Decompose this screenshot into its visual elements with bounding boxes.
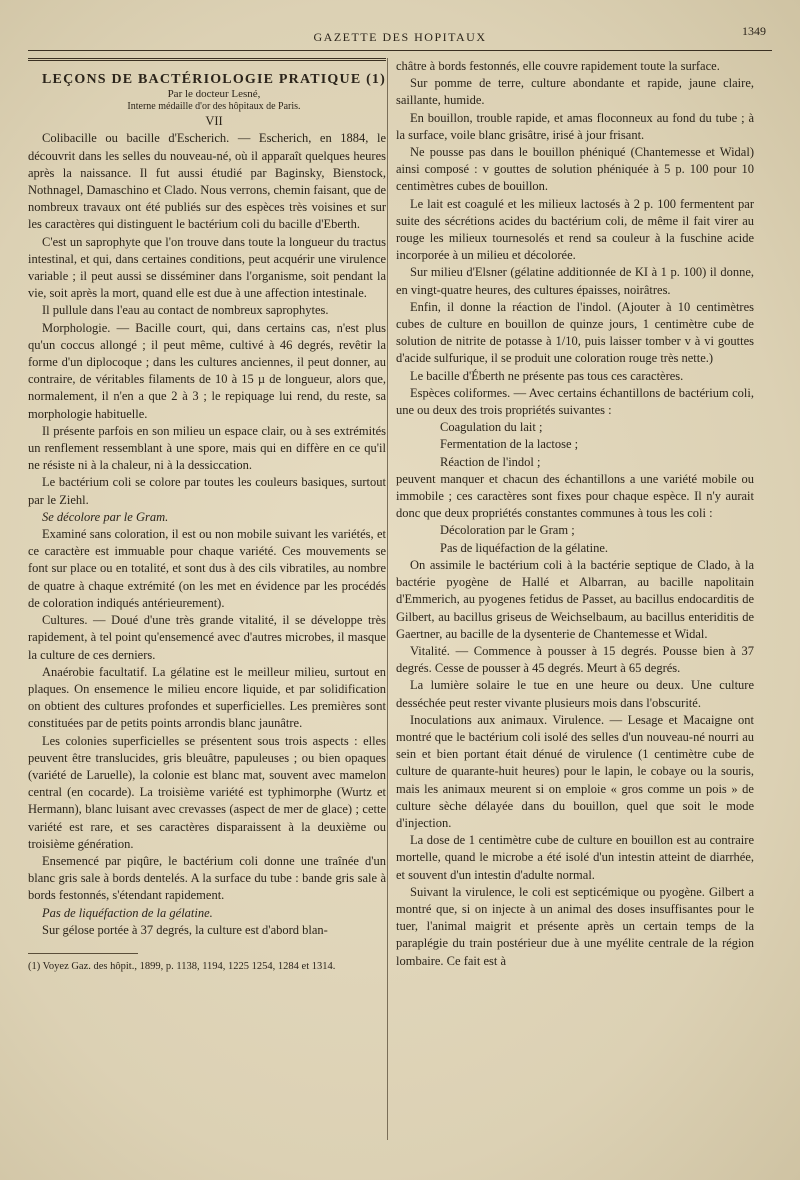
paragraph: Il pullule dans l'eau au contact de nombreux saprophytes. bbox=[42, 303, 329, 318]
paragraph: C'est un saprophyte que l'on trouve dans toute la longueur du tractus intestinal, et qui, dans certaines conditions, peut acquérir une virulence variable ; il peut aussi se disséminer dans l'organisme, soit pendant la vie, soit après la mort, quand elle est due à une affection intestinale. bbox=[28, 234, 386, 301]
article-byline: Par le docteur Lesné, bbox=[167, 88, 261, 101]
list-item: Réaction de l'indol ; bbox=[440, 454, 541, 469]
list-item: Fermentation de la lactose ; bbox=[440, 437, 579, 452]
section-number: VII bbox=[205, 114, 223, 129]
paragraph: Sur gélose portée à 37 degrés, la culture est d'abord blan- bbox=[42, 922, 328, 937]
paragraph: Colibacille ou bacille d'Escherich. — Escherich, en 1884, le découvrit dans les selles du nouveau-né, où il apparaît quelques heures après la naissance. Il fut aussi étudié par Baginsky, Bienstock, Nothnagel, Damaschino et Clado. Nous verrons, chemin faisant, que de nombreux travaux ont été publiés sur des espèces très voisines et sur les caractères qui distinguent le bactérium coli du bacille d'Eberth. bbox=[28, 131, 386, 232]
list-item: Pas de liquéfaction de la gélatine. bbox=[440, 540, 608, 555]
left-column bbox=[28, 58, 386, 973]
right-column bbox=[396, 58, 754, 970]
paragraph: châtre à bords festonnés, elle couvre rapidement toute la surface. bbox=[396, 59, 720, 73]
paragraph: peuvent manquer et chacun des échantillons a une variété mobile ou immobile ; ces caractères sont fixes pour chaque espèce. Il n'y aurait donc que deux propriétés constantes communes à tous les coli : bbox=[396, 471, 754, 521]
paragraph: La dose de 1 centimètre cube de culture en bouillon est au contraire mortelle, quand le microbe a été isolé d'un intestin atteint de diarrhée, et souvent d'un intestin d'adulte normal. bbox=[396, 833, 754, 882]
running-header bbox=[28, 24, 772, 50]
paragraph: Vitalité. — Commence à pousser à 15 degrés. Pousse bien à 37 degrés. Cesse de pousser à 45 degrés. Meurt à 65 degrés. bbox=[396, 643, 754, 676]
article-title: LEÇONS DE BACTÉRIOLOGIE PRATIQUE (1) bbox=[42, 72, 386, 87]
paragraph: Le bactérium coli se colore par toutes les couleurs basiques, surtout par le Ziehl. bbox=[28, 475, 386, 507]
paragraph: Il présente parfois en son milieu un espace clair, ou à ses extrémités un renflement ressemblant à une spore, mais qui en diffère en ce qu'il ne résiste ni à la chaleur, ni à la dessiccation. bbox=[28, 423, 386, 473]
paragraph: Examiné sans coloration, il est ou non mobile suivant les variétés, et ce caractère est immuable pour chaque variété. Ces mouvements se font sur place ou en totalité, et sont dus à des cils vibratiles, au nombre de quatre à chaque extrémité (on les met en évidence par les procédés de coloration indiqués antérieurement). bbox=[28, 527, 386, 610]
footnote-rule bbox=[28, 953, 138, 954]
paragraph: Anaérobie facultatif. La gélatine est le meilleur milieu, surtout en plaques. On ensemence le milieu encore liquide, et par solidification on obtient des cultures profondes et superficielles. Les premières sont constituées par de petits points arrondis blanc jaunâtre. bbox=[28, 664, 386, 731]
paragraph: Pas de liquéfaction de la gélatine. bbox=[42, 905, 213, 920]
list-item: Décoloration par le Gram ; bbox=[440, 523, 575, 538]
paragraph: Ensemencé par piqûre, le bactérium coli donne une traînée d'un blanc gris sale à bords dentelés. A la surface du tube : bande gris sale à bords festonnés, s'étendant rapidement. bbox=[28, 853, 386, 903]
header-rule bbox=[28, 50, 772, 51]
journal-title: GAZETTE DES HOPITAUX bbox=[313, 30, 487, 44]
paragraph: On assimile le bactérium coli à la bactérie septique de Clado, à la bactérie pyogène de Hallé et Albarran, au bacille napolitain d'Emmerich, au pyogenes fetidus de Passet, au bacillus endocarditis de Gilbert, au bacillus griseus de Weichselbaum, au bacillus enteriditis de Gaertner, au bacille de la dysenterie de Chantemesse et Widal. bbox=[396, 557, 754, 641]
list-item: Coagulation du lait ; bbox=[440, 420, 543, 435]
title-rule bbox=[28, 58, 386, 61]
paragraph: Sur pomme de terre, culture abondante et rapide, jaune claire, saillante, humide. bbox=[396, 76, 754, 108]
paragraph: Espèces coliformes. — Avec certains échantillons de bactérium coli, une ou deux des trois propriétés suivantes : bbox=[396, 385, 754, 418]
column-divider bbox=[387, 58, 388, 1140]
paragraph: La lumière solaire le tue en une heure ou deux. Une culture desséchée peut rester vivante plusieurs mois dans l'obscurité. bbox=[396, 678, 754, 710]
paragraph: Enfin, il donne la réaction de l'indol. (Ajouter à 10 centimètres cubes de culture en bouillon de quinze jours, 1 centimètre cube de solution de nitrite de potasse à 1/10, puis laisser tomber v à vi gouttes d'acide sulfurique, il se produit une coloration rouge très nette.) bbox=[396, 299, 754, 366]
paragraph: Les colonies superficielles se présentent sous trois aspects : elles peuvent être translucides, gris bleuâtre, papuleuses ; ou bien opaques (variété de Laruelle), la colonie est blanc mat, souvent avec mamelon central (en cocarde). La troisième variété est typhimorphe (Wurtz et Hermann), blanc luisant avec crevasses (aspect de mer de glace) ; cette variété est rare, et ses caractères disparaissent à la deuxième ou troisième génération. bbox=[28, 733, 386, 851]
paragraph: Suivant la virulence, le coli est septicémique ou pyogène. Gilbert a montré que, si on injecte à un animal des doses insuffisantes pour le tuer, l'animal maigrit et présente après un certain temps de la paraplégie du train postérieur due à une myélite centrale de la région lombaire. Ce fait est à bbox=[396, 884, 754, 968]
paragraph: Cultures. — Doué d'une très grande vitalité, il se développe très rapidement, à tel point qu'ensemencé avec d'autres microbes, il masque la culture de ces derniers. bbox=[28, 613, 386, 662]
article-subline: Interne médaille d'or des hôpitaux de Paris. bbox=[127, 101, 301, 113]
paragraph: Sur milieu d'Elsner (gélatine additionnée de KI à 1 p. 100) il donne, en vingt-quatre heures, des cultures épaisses, noirâtres. bbox=[396, 265, 754, 297]
paragraph: Se décolore par le Gram. bbox=[42, 509, 169, 524]
paragraph: Ne pousse pas dans le bouillon phéniqué (Chantemesse et Widal) ainsi composé : v gouttes de solution phéniquée à 5 p. 100 pour 10 centimètres cubes de bouillon. bbox=[396, 145, 754, 194]
paragraph: Le bacille d'Éberth ne présente pas tous ces caractères. bbox=[410, 368, 684, 383]
paragraph: Inoculations aux animaux. Virulence. — Lesage et Macaigne ont montré que le bactérium coli isolé des selles d'un nouveau-né nourri au sein et bien portant était dénué de virulence (1 centimètre cube de culture de quarante-huit heures) pour le lapin, le cobaye ou la souris, mais les animaux meurent si on emploie « gros comme un pois » de culture sèche délayée dans du bouillon, quel que soit le mode d'injection. bbox=[396, 712, 754, 830]
footnote: (1) Voyez Gaz. des hôpit., 1899, p. 1138, 1194, 1225 1254, 1284 et 1314. bbox=[28, 960, 336, 972]
paragraph: En bouillon, trouble rapide, et amas floconneux au fond du tube ; à la surface, voile blanc grisâtre, irisé à jour frisant. bbox=[396, 110, 754, 142]
paragraph: Le lait est coagulé et les milieux lactosés à 2 p. 100 fermentent par suite des sécrétions acides du bactérium coli, de même il fait virer au rouge les milieux tournesolés et rend sa couleur à la fuschine acide incorporée à un milieu et décolorée. bbox=[396, 196, 754, 263]
page-number: 1349 bbox=[742, 24, 766, 38]
paragraph: Morphologie. — Bacille court, qui, dans certains cas, n'est plus qu'un coccus allongé ; il peut même, cultivé à 46 degrés, revêtir la forme d'un diplocoque ; dans les cultures anciennes, il peut donner, au contraire, de véritables filaments de 10 à 15 µ de longueur, alors que, normalement, il n'en a que 2 à 3 ; le repiquage lui rend, du reste, sa morphologie habituelle. bbox=[28, 320, 386, 421]
